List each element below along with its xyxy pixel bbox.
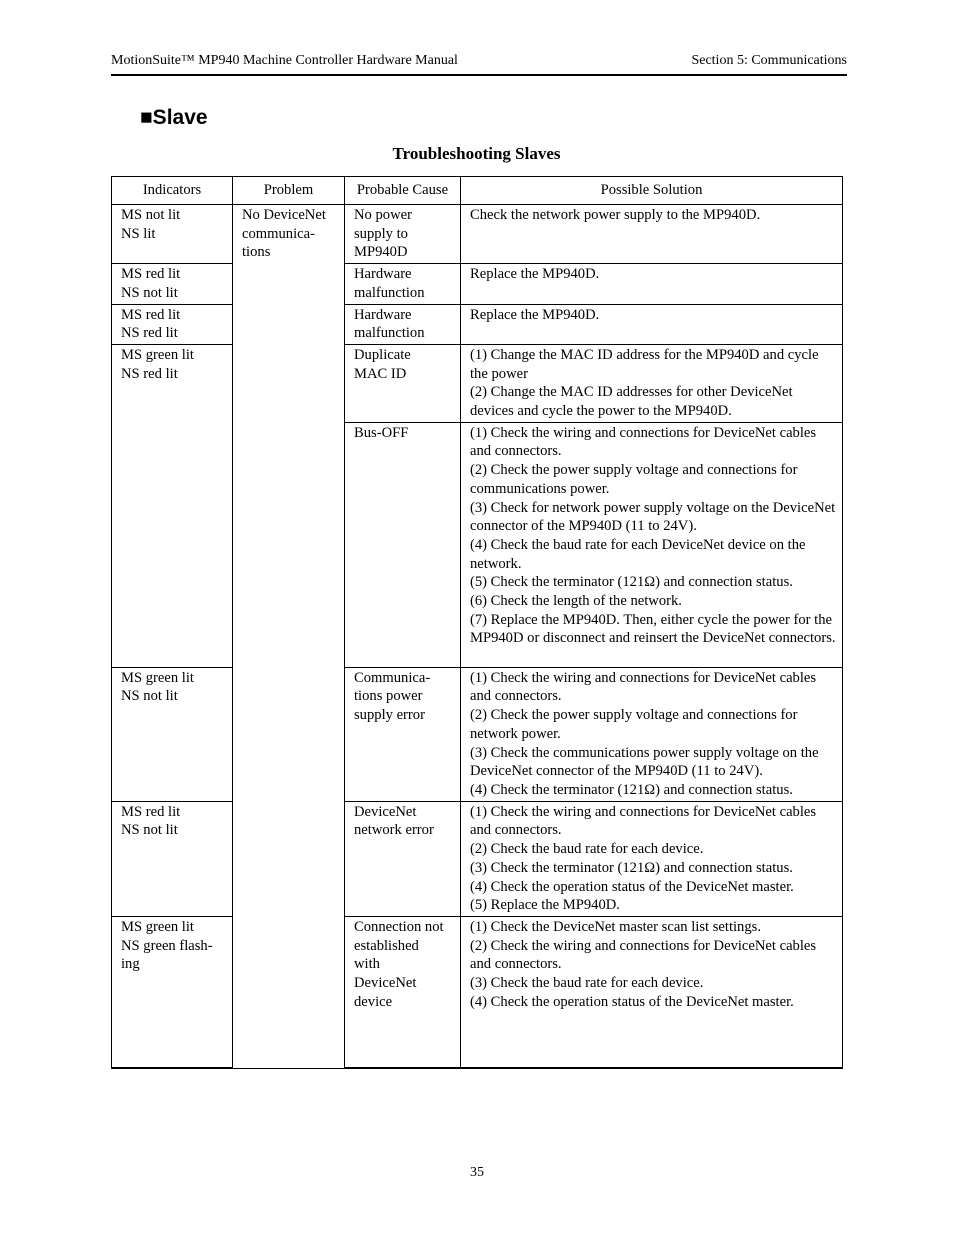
solution-step: (3) Check for network power supply voltage on the DeviceNet connector of the MP940D (11 to 24V). xyxy=(470,499,836,535)
probable-cause-cell: Duplicate MAC ID xyxy=(345,344,461,422)
column-header-possible-solution: Possible Solution xyxy=(461,177,843,205)
table-row xyxy=(112,205,843,264)
column-header-probable-cause: Probable Cause xyxy=(345,177,461,205)
solution-step: (1) Change the MAC ID address for the MP940D and cycle the power xyxy=(470,346,819,382)
solution-step: (4) Check the terminator (121Ω) and connection status. xyxy=(470,781,793,798)
indicators-cell: MS red lit NS not lit xyxy=(112,264,233,304)
solution-step: (4) Check the operation status of the DeviceNet master. xyxy=(470,878,794,895)
section-title: Section 5: Communications xyxy=(691,53,847,68)
probable-cause-cell: Bus-OFF xyxy=(345,422,461,667)
table-header-row xyxy=(112,177,843,205)
solution-step: (2) Check the baud rate for each device. xyxy=(470,841,704,858)
indicators-cell: MS green lit NS green flash- ing xyxy=(112,916,233,1068)
indicators-cell: MS red lit NS red lit xyxy=(112,304,233,344)
header-rule xyxy=(111,74,847,76)
solution-step: (3) Check the baud rate for each device. xyxy=(470,975,704,992)
possible-solution-cell xyxy=(461,916,843,1068)
indicators-cell: MS red lit NS not lit xyxy=(112,801,233,916)
possible-solution-cell xyxy=(461,801,843,916)
probable-cause-cell: Communica- tions power supply error xyxy=(345,667,461,801)
probable-cause-cell: DeviceNet network error xyxy=(345,801,461,916)
indicators-cell: MS green lit NS red lit xyxy=(112,344,233,667)
table-row xyxy=(112,801,843,916)
probable-cause-cell: No power supply to MP940D xyxy=(345,205,461,264)
solution-step: Check the network power supply to the MP940D. xyxy=(470,207,761,223)
solution-step: (1) Check the wiring and connections for DeviceNet cables and connectors. xyxy=(470,424,817,460)
problem-cell: No DeviceNet communica- tions xyxy=(233,205,345,1069)
document-title: MotionSuite™ MP940 Machine Controller Hardware Manual xyxy=(111,53,458,68)
possible-solution-cell xyxy=(461,344,843,422)
possible-solution-cell xyxy=(461,264,843,304)
section-heading: ■Slave xyxy=(140,106,208,129)
solution-step: Replace the MP940D. xyxy=(470,266,600,283)
solution-step: (7) Replace the MP940D. Then, either cycle the power for the MP940D or disconnect and reinsert the DeviceNet connectors. xyxy=(470,611,836,647)
solution-step: (4) Check the operation status of the DeviceNet master. xyxy=(470,993,794,1010)
possible-solution-cell xyxy=(461,205,843,264)
probable-cause-cell: Connection not established with DeviceNet device xyxy=(345,916,461,1068)
table-row xyxy=(112,304,843,344)
table-title: Troubleshooting Slaves xyxy=(392,144,561,163)
solution-step: (2) Check the wiring and connections for DeviceNet cables and connectors. xyxy=(470,937,817,973)
solution-step: (4) Check the baud rate for each DeviceNet device on the network. xyxy=(470,536,806,572)
table-row xyxy=(112,264,843,304)
troubleshooting-table xyxy=(111,176,843,1069)
solution-step: Replace the MP940D. xyxy=(470,306,600,323)
probable-cause-cell: Hardware malfunction xyxy=(345,264,461,304)
column-header-indicators: Indicators xyxy=(112,177,233,205)
indicators-cell: MS not lit NS lit xyxy=(112,205,233,264)
table-body xyxy=(112,205,843,1069)
indicators-cell: MS green lit NS not lit xyxy=(112,667,233,801)
solution-step: (3) Check the terminator (121Ω) and connection status. xyxy=(470,859,793,876)
solution-step: (1) Check the wiring and connections for DeviceNet cables and connectors. xyxy=(470,803,817,839)
solution-step: (1) Check the DeviceNet master scan list settings. xyxy=(470,918,761,935)
page-number: 35 xyxy=(470,1165,484,1180)
table-row xyxy=(112,916,843,1068)
solution-step: (1) Check the wiring and connections for DeviceNet cables and connectors. xyxy=(470,669,817,705)
solution-step: (5) Replace the MP940D. xyxy=(470,897,620,914)
possible-solution-cell xyxy=(461,667,843,801)
solution-step: (3) Check the communications power supply voltage on the DeviceNet connector of the MP940D (11 to 24V). xyxy=(470,744,819,780)
solution-step: (6) Check the length of the network. xyxy=(470,593,682,610)
possible-solution-cell xyxy=(461,422,843,667)
solution-step: (2) Check the power supply voltage and connections for network power. xyxy=(470,707,798,742)
table-row xyxy=(112,344,843,422)
possible-solution-cell xyxy=(461,304,843,344)
solution-step: (2) Check the power supply voltage and connections for communications power. xyxy=(470,462,798,497)
probable-cause-cell: Hardware malfunction xyxy=(345,304,461,344)
solution-step: (2) Change the MAC ID addresses for other DeviceNet devices and cycle the power to the MP940D. xyxy=(470,384,793,420)
solution-step: (5) Check the terminator (121Ω) and connection status. xyxy=(470,574,793,591)
column-header-problem: Problem xyxy=(233,177,345,205)
table-row xyxy=(112,667,843,801)
